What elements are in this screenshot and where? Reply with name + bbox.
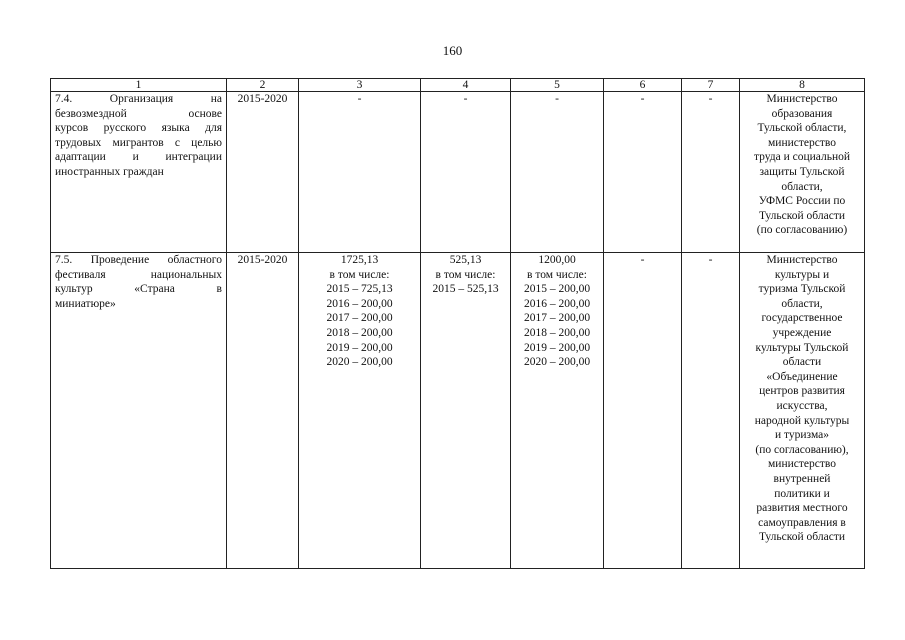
total-funding-cell: - — [299, 92, 421, 253]
col6-cell: - — [604, 92, 682, 253]
executor-cell: Министерство культуры и туризма Тульской области, государственное учреждение культуры Тульской области «Объединение центров развития искусства, народной культуры и туризма» (по согласованию), министерство внутренней политики и развития местного самоуправления в Тульской области — [740, 253, 865, 569]
header-row — [51, 79, 865, 92]
federal-funding-cell: 525,13 в том числе: 2015 – 525,13 — [421, 253, 511, 569]
header-col-5: 5 — [511, 79, 604, 92]
col6-cell: - — [604, 253, 682, 569]
header-col-4: 4 — [421, 79, 511, 92]
activity-cell: 7.4. Организация на безвозмездной основе курсов русского языка для трудовых мигрантов с целью адаптации и интеграции иностранных граждан — [51, 92, 227, 253]
header-col-8: 8 — [740, 79, 865, 92]
total-funding-cell: 1725,13 в том числе: 2015 – 725,13 2016 – 200,00 2017 – 200,00 2018 – 200,00 2019 – 200,00 2020 – 200,00 — [299, 253, 421, 569]
executor-cell: Министерство образования Тульской области, министерство труда и социальной защиты Тульской области, УФМС России по Тульской области (по согласованию) — [740, 92, 865, 253]
table-row — [51, 253, 865, 569]
period-cell: 2015-2020 — [227, 92, 299, 253]
header-col-7: 7 — [682, 79, 740, 92]
regional-funding-cell: 1200,00 в том числе: 2015 – 200,00 2016 – 200,00 2017 – 200,00 2018 – 200,00 2019 – 200,00 2020 – 200,00 — [511, 253, 604, 569]
table-row — [51, 92, 865, 253]
federal-funding-cell: - — [421, 92, 511, 253]
col7-cell: - — [682, 92, 740, 253]
header-col-2: 2 — [227, 79, 299, 92]
regional-funding-cell: - — [511, 92, 604, 253]
col7-cell: - — [682, 253, 740, 569]
activity-cell: 7.5. Проведение областного фестиваля национальных культур «Страна в миниатюре» — [51, 253, 227, 569]
header-col-1: 1 — [51, 79, 227, 92]
period-cell: 2015-2020 — [227, 253, 299, 569]
header-col-6: 6 — [604, 79, 682, 92]
header-col-3: 3 — [299, 79, 421, 92]
program-table — [50, 78, 865, 569]
page-number: 160 — [442, 43, 463, 58]
